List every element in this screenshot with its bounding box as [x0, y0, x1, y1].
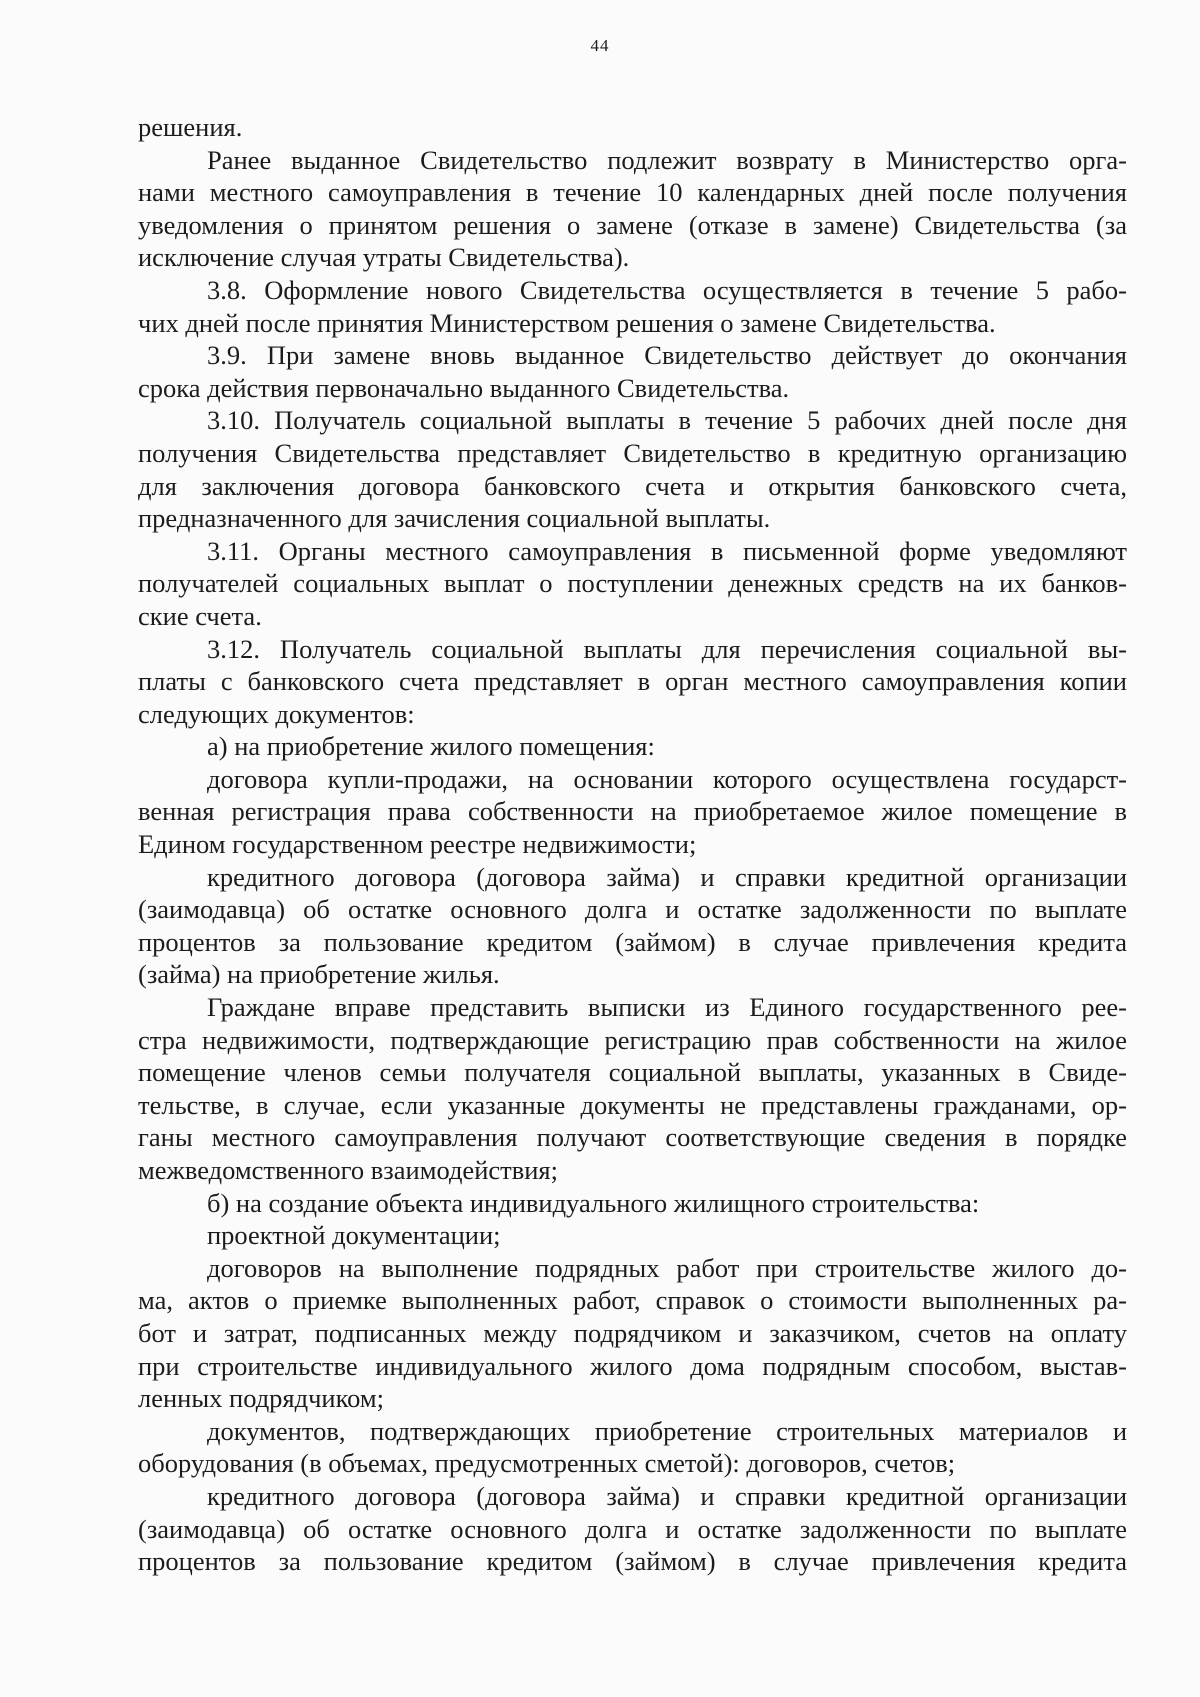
text-line: при строительстве индивидуального жилого дома подрядным способом, выстав-: [138, 1350, 1127, 1381]
text-line: решения.: [138, 112, 243, 142]
text-line: срока действия первоначально выданного Свидетельства.: [138, 372, 790, 403]
text-line: 3.10. Получатель социальной выплаты в течение 5 рабочих дней после дня: [207, 405, 1127, 436]
text-line: чих дней после принятия Министерством решения о замене Свидетельства.: [138, 307, 996, 338]
text-line: процентов за пользование кредитом (займом) в случае привлечения кредита: [138, 926, 1127, 957]
text-line: проектной документации;: [207, 1220, 501, 1251]
text-line: ма, актов о приемке выполненных работ, справок о стоимости выполненных ра-: [138, 1285, 1127, 1316]
text-line: тельстве, в случае, если указанные документы не представлены гражданами, ор-: [138, 1089, 1127, 1120]
text-line: для заключения договора банковского счета и открытия банковского счета,: [138, 470, 1127, 501]
text-line: 3.8. Оформление нового Свидетельства осуществляется в течение 5 рабо-: [207, 274, 1127, 305]
text-line: Ранее выданное Свидетельство подлежит возврату в Министерство орга-: [207, 144, 1127, 175]
text-line: документов, подтверждающих приобретение строительных материалов и: [207, 1415, 1127, 1446]
text-line: договора купли-продажи, на основании которого осуществлена государст-: [207, 763, 1127, 794]
text-line: платы с банковского счета представляет в орган местного самоуправления копии: [138, 666, 1127, 697]
text-line: следующих документов:: [138, 698, 415, 729]
text-line: 3.9. При замене вновь выданное Свидетельство действует до окончания: [207, 340, 1127, 371]
text-line: стра недвижимости, подтверждающие регистрацию прав собственности на жилое: [138, 1024, 1127, 1055]
text-line: (заимодавца) об остатке основного долга и остатке задолженности по выплате: [138, 894, 1127, 925]
text-line: получателей социальных выплат о поступлении денежных средств на их банков-: [138, 568, 1127, 599]
text-line: договоров на выполнение подрядных работ при строительстве жилого до-: [207, 1252, 1127, 1283]
text-line: венная регистрация права собственности на приобретаемое жилое помещение в: [138, 796, 1127, 827]
text-line: (займа) на приобретение жилья.: [138, 959, 500, 990]
text-line: исключение случая утраты Свидетельства).: [138, 242, 630, 273]
text-line: ские счета.: [138, 600, 262, 631]
text-line: а) на приобретение жилого помещения:: [207, 731, 655, 762]
text-line: кредитного договора (договора займа) и справки кредитной организации: [207, 861, 1127, 892]
text-line: кредитного договора (договора займа) и справки кредитной организации: [207, 1480, 1127, 1511]
text-line: оборудования (в объемах, предусмотренных сметой): договоров, счетов;: [138, 1448, 956, 1479]
text-line: Едином государственном реестре недвижимости;: [138, 829, 697, 860]
text-line: бот и затрат, подписанных между подрядчиком и заказчиком, счетов на оплату: [138, 1317, 1127, 1348]
text-line: ленных подрядчиком;: [138, 1383, 385, 1414]
page-number: 44: [590, 36, 610, 55]
text-line: нами местного самоуправления в течение 10 календарных дней после получения: [138, 177, 1127, 208]
text-line: Граждане вправе представить выписки из Единого государственного рее-: [207, 992, 1127, 1023]
text-line: ганы местного самоуправления получают соответствующие сведения в порядке: [138, 1122, 1127, 1153]
text-line: 3.11. Органы местного самоуправления в письменной форме уведомляют: [207, 535, 1127, 566]
text-line: 3.12. Получатель социальной выплаты для перечисления социальной вы-: [207, 633, 1127, 664]
text-line: межведомственного взаимодействия;: [138, 1155, 558, 1185]
text-line: помещение членов семьи получателя социальной выплаты, указанных в Свиде-: [138, 1057, 1127, 1088]
text-line: уведомления о принятом решения о замене (отказе в замене) Свидетельства (за: [138, 209, 1127, 240]
text-line: предназначенного для зачисления социальной выплаты.: [138, 503, 771, 534]
text-line: процентов за пользование кредитом (займом) в случае привлечения кредита: [138, 1546, 1127, 1577]
text-line: б) на создание объекта индивидуального жилищного строительства:: [207, 1187, 980, 1218]
text-line: (заимодавца) об остатке основного долга и остатке задолженности по выплате: [138, 1513, 1127, 1544]
body-text: [138, 111, 1127, 1578]
text-line: получения Свидетельства представляет Свидетельство в кредитную организацию: [138, 437, 1127, 468]
